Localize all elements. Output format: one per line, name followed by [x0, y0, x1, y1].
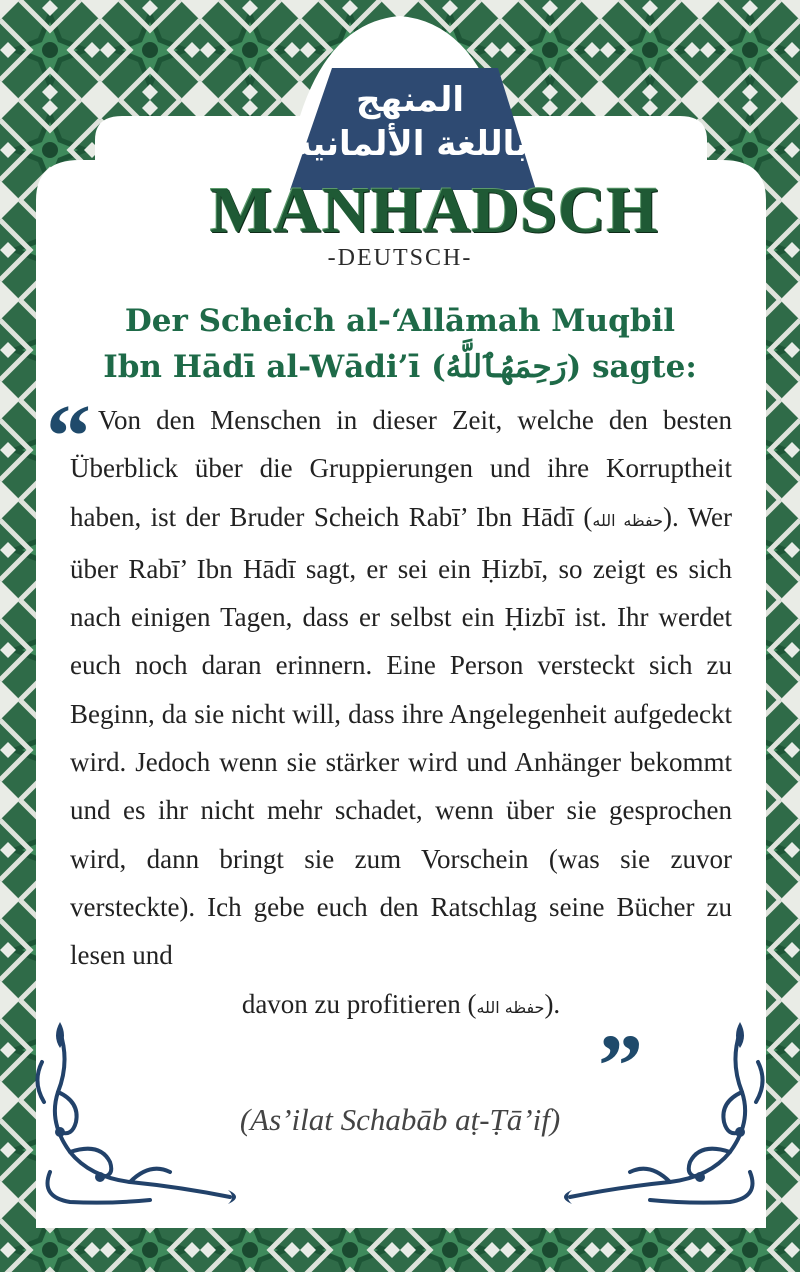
quote-honorific2: حفظه الله [476, 997, 545, 1017]
logo-arabic-title [290, 78, 530, 166]
heading-line1: Der Scheich al-‘Allāmah Muqbil [124, 303, 676, 339]
quote-part2: ). Wer über Rabī’ Ibn Hādī sagt, er sei ein Ḥizbī, so zeigt es sich nach einigen Tagen, dass er selbst ein Ḥizbī ist. Ihr werdet euch noch daran erinnern. Eine Person versteckt sich zu Beginn, da sie nicht will, dass ihre Angelegenheit aufgedeckt wird. Jedoch wenn sie stärker wird und Anhänger bekommt und es ihr nicht mehr schadet, wenn über sie gesprochen wird, dann bringt sie zum Vorschein (was sie zuvor versteckte). Ich gebe euch den Ratschlag seine Bücher zu lesen und [70, 501, 732, 971]
close-quote-mark: ” [598, 1017, 643, 1116]
logo-brand-name: MANHADSCH [210, 174, 659, 247]
page-heading [60, 298, 740, 390]
open-quote-mark: “ [46, 387, 91, 486]
ornament-left-icon [30, 1022, 250, 1216]
quote-text [70, 396, 732, 1032]
ornament-right-icon [550, 1017, 770, 1216]
logo-arabic-line2: باللغة الألمانية [291, 124, 529, 164]
source-citation: (As’ilat Schabāb aṭ-Ṭā’if) [239, 1102, 561, 1137]
quote-part1: Von den Menschen in dieser Zeit, welche den besten Überblick über die Gruppierungen und ihre Korruptheit haben, ist der Bruder Scheich Rabī’ Ibn Hādī ( [70, 405, 732, 532]
heading-line2: Ibn Hādī al-Wādi’ī (رَحِمَهُٱللَّهُ) sagte: [103, 349, 697, 385]
logo-arabic-line1: المنهج [355, 80, 465, 120]
quote-part4: ). [544, 988, 561, 1019]
logo-subtitle: -DEUTSCH- [327, 245, 473, 271]
quote-part3: davon zu profitieren ( [241, 988, 477, 1019]
quote-honorific1: حفظه الله [592, 510, 664, 530]
